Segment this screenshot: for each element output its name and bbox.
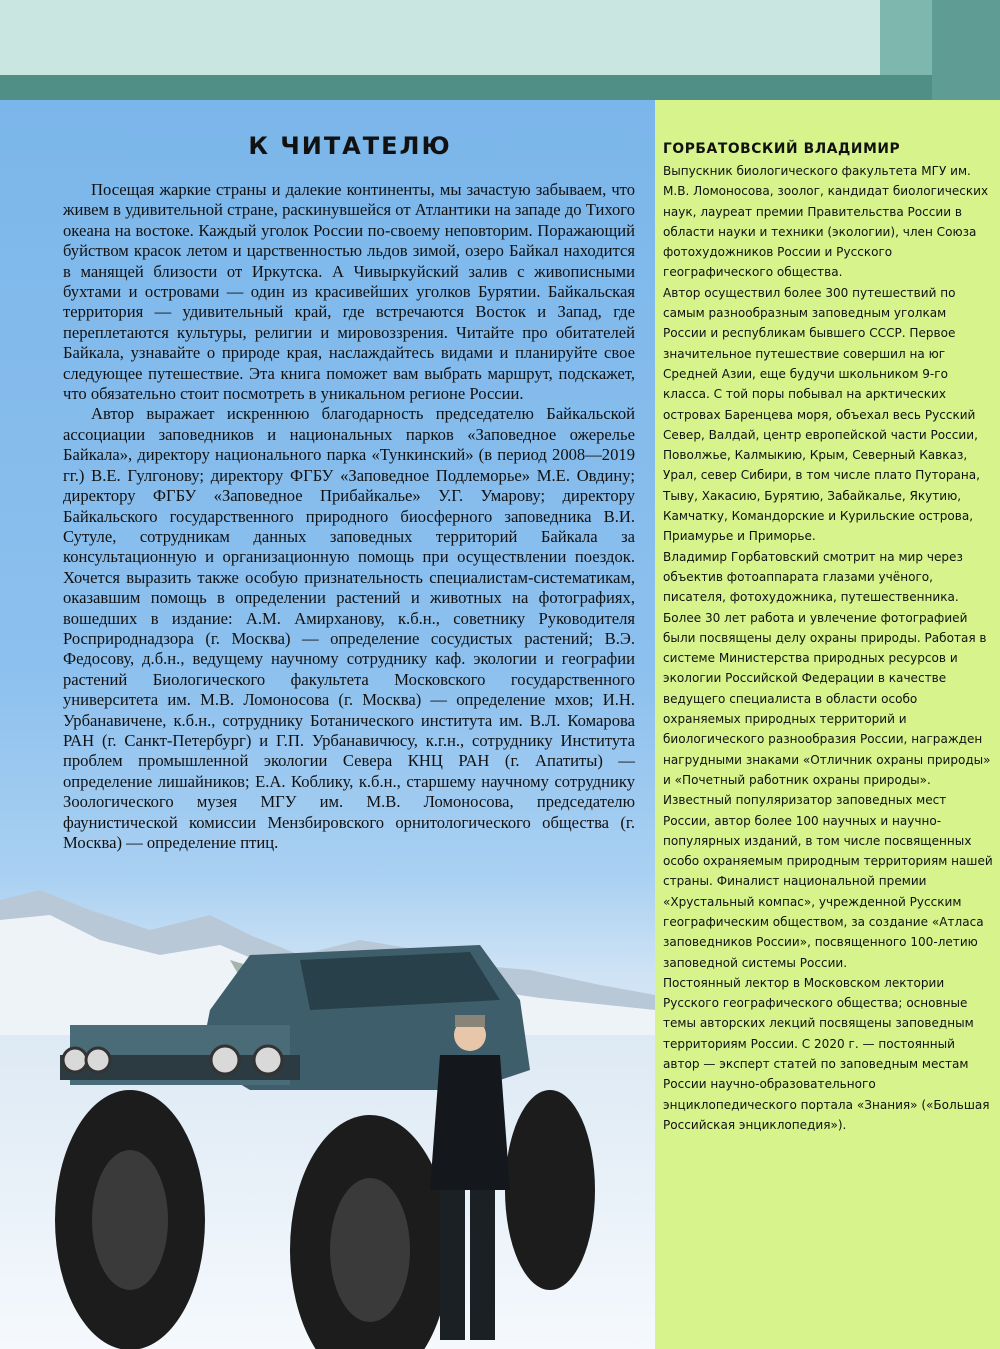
bio-paragraph-4: Постоянный лектор в Московском лектории Русского географического общества; основные темы авторских лекций посвящены заповедным территориям России. С 2020 г. — постоянный автор — эксперт статей по заповедным местам России научно-образовательного энциклопедического портала «Знания» («Большая Российская энциклопедия»). xyxy=(663,975,990,1132)
vehicle-photo xyxy=(0,860,655,1349)
bio-paragraph-3: Владимир Горбатовский смотрит на мир через объектив фотоаппарата глазами учёного, писателя, фотохудожника, путешественника. Более 30 лет работа и увлечение фотографией были посвящены делу охраны природы. Работая в системе Министерства природных ресурсов и экологии Российской Федерации в качестве ведущего специалиста в области особо охраняемых природных территорий и биологического разнообразия России, награжден нагрудными знаками «Отличник охраны природы» и «Почетный работник охраны природы». Известный популяризатор заповедных мест России, автор более 100 научных и научно-популярных изданий, в том числе посвященных особо охраняемым природным территориям нашей страны. Финалист национальной премии «Хрустальный компас», учрежденной Русским географическим обществом, за создание «Атласа заповедников России», посвященного 100-летию заповедной системы России. xyxy=(663,549,993,970)
bio-paragraph-1: Выпускник биологического факультета МГУ им. М.В. Ломоносова, зоолог, кандидат биологических наук, лауреат премии Правительства России в области науки и техники (экологии), член Союза фотохудожников России и Русского географического общества. xyxy=(663,164,989,280)
header-stripe-corner xyxy=(932,0,1000,100)
foreword-paragraph-2: Автор выражает искреннюю благодарность председателю Байкальской ассоциации заповедников и национальных парков «Заповедное ожерелье Байкала», директору национального парка «Тункинский» (в период 2008—2019 гг.) В.Е. Гулгонову; директору ФГБУ «Заповедное Подлеморье» М.Е. Овдину; директору ФГБУ «Заповедное Прибайкалье» У.Г. Умарову; директору Байкальского государственного природного биосферного заповедника В.И. Сутуле, сотрудникам данных заповедных территорий Байкала за консультационную и организационную помощь при осуществлении поездок. Хочется выразить также особую признательность специалистам-систематикам, оказавшим помощь в определении растений и животных на фотографиях, вошедших в издание: А.М. Амирханову, к.б.н., советнику Руководителя Росприроднадзора (г. Москва) — определение сосудистых растений; В.Э. Федосову, д.б.н., ведущему научному сотруднику каф. экологии и географии растений Биологического факультета Московского государственного университета им. М.В. Ломоносова (г. Москва) — определение мхов; И.Н. Урбанавичене, к.б.н., сотруднику Ботанического института им. В.Л. Комарова РАН (г. Санкт-Петербург) и Г.П. Урбанавичюсу, к.г.н., сотруднику Института проблем промышленной экологии Севера КНЦ РАН (г. Апатиты) — определение лишайников; Е.А. Коблику, к.б.н., старшему научному сотруднику Зоологического музея МГУ им. М.В. Ломоносова, председателю фаунистической комиссии Мензбировского орнитологического общества (г. Москва) — определение птиц. xyxy=(63,404,635,852)
foreword-paragraph-1: Посещая жаркие страны и далекие континенты, мы зачастую забываем, что живем в удивительной стране, раскинувшейся от Атлантики на западе до Тихого океана на востоке. Каждый уголок России по-своему неповторим. Поражающий буйством красок летом и царственностью льдов зимой, озеро Байкал находится в манящей близости от Иркутска. А Чивыркуйский залив с живописными бухтами и островами — один из красивейших уголков Бурятии. Байкальская территория — удивительный край, где встречаются Восток и Запад, где переплетаются культуры, религии и мировоззрения. Читайте про обитателей Байкала, узнавайте о природе края, наслаждайтесь видами и планируйте свое следующее путешествие. Эта книга поможет вам выбрать маршрут, подскажет, что обязательно стоит посмотреть в уникальном регионе России. xyxy=(63,180,635,404)
header-band xyxy=(0,0,1000,75)
page-title: К ЧИТАТЕЛЮ xyxy=(248,132,452,160)
header-stripe xyxy=(0,75,932,100)
header-corner-accent xyxy=(880,0,932,75)
foreword-body xyxy=(63,180,635,853)
author-name: ГОРБАТОВСКИЙ ВЛАДИМИР xyxy=(663,141,901,157)
author-bio xyxy=(663,161,993,1135)
bio-paragraph-2: Автор осуществил более 300 путешествий по самым разнообразным заповедным уголкам России и республикам бывшего СССР. Первое значительное путешествие совершил на юг Средней Азии, еще будучи школьником 9-го класса. С той поры побывал на арктических островах Баренцева моря, объехал весь Русский Север, Валдай, центр европейской части России, Поволжье, Калмыкию, Крым, Северный Кавказ, Урал, север Сибири, в том числе плато Путорана, Тыву, Хакасию, Бурятию, Забайкалье, Якутию, Камчатку, Командорские и Курильские острова, Приамурье и Приморье. xyxy=(663,285,981,544)
